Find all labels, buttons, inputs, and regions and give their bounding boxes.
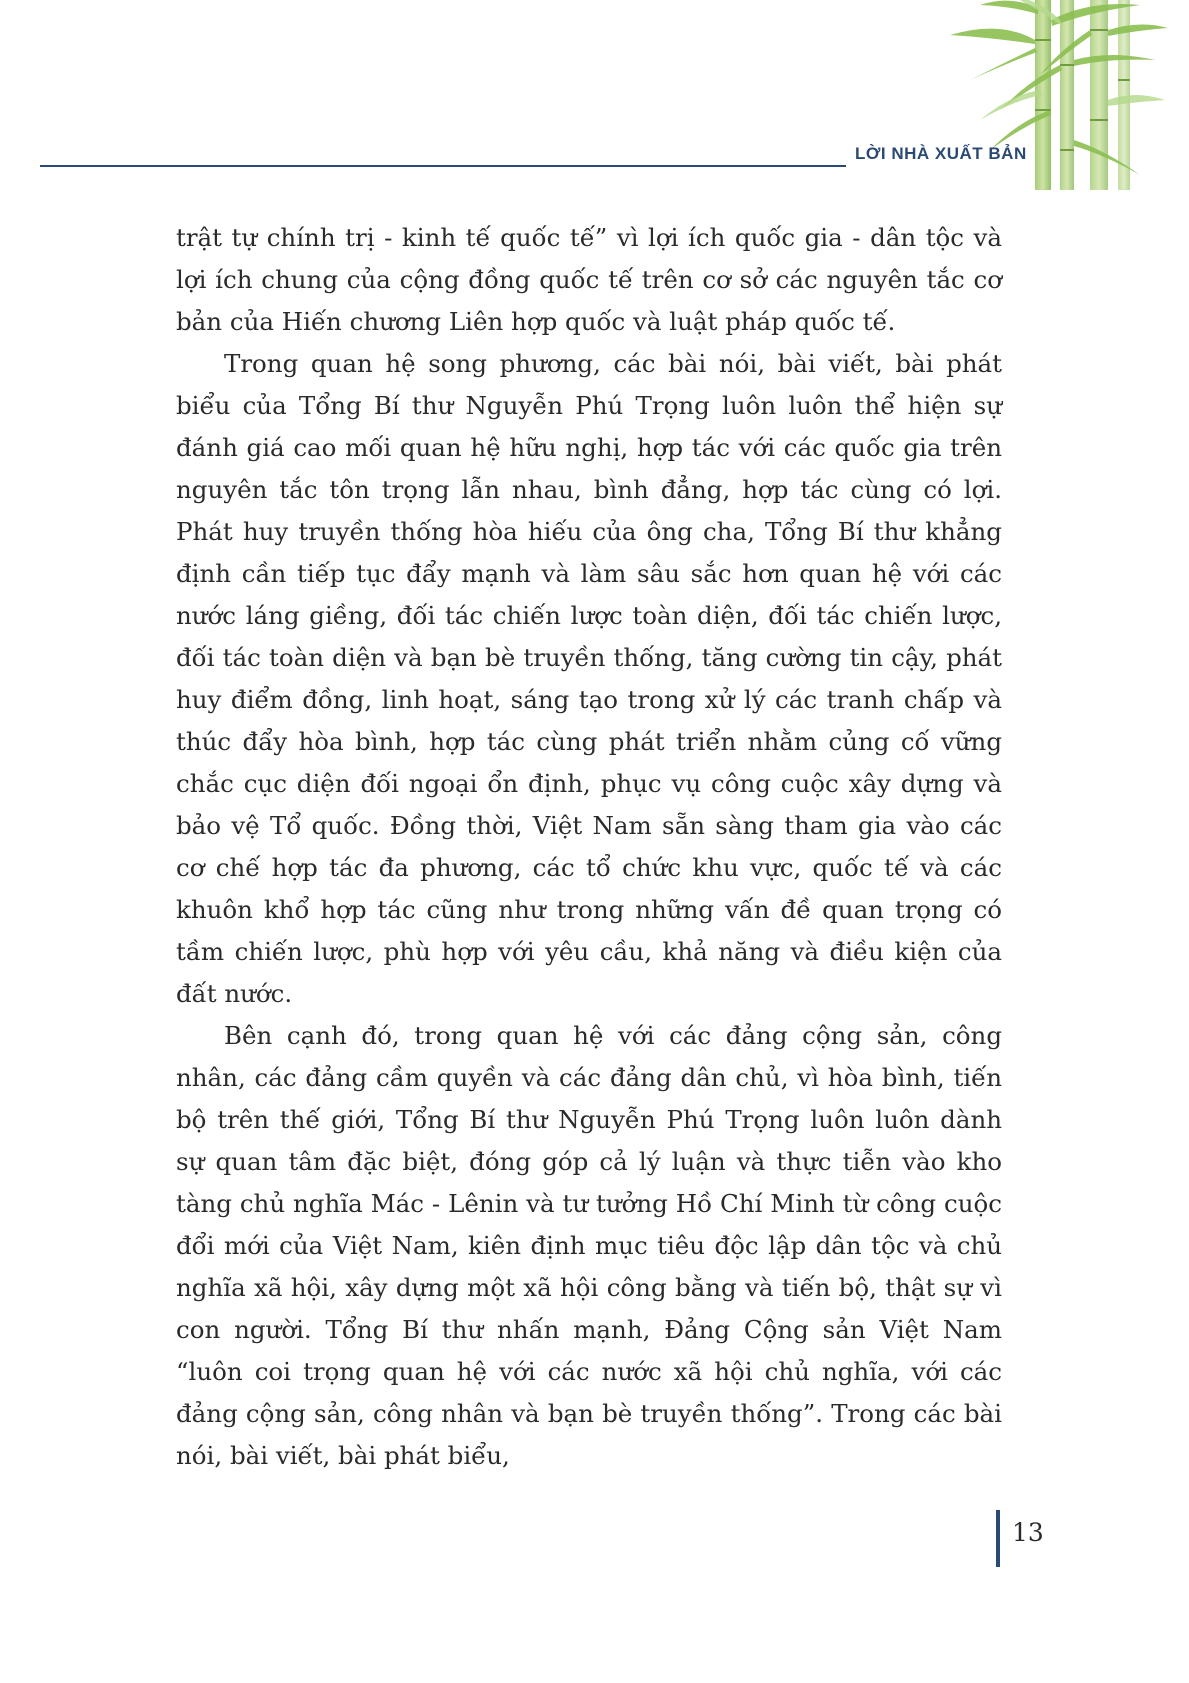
paragraph: trật tự chính trị - kinh tế quốc tế” vì lợi ích quốc gia - dân tộc và lợi ích chung của cộng đồng quốc tế trên cơ sở các nguyên tắc cơ bản của Hiến chương Liên hợp quốc và luật pháp quốc tế. bbox=[176, 223, 1002, 336]
page-number: 13 bbox=[1012, 1518, 1044, 1547]
paragraph: Bên cạnh đó, trong quan hệ với các đảng cộng sản, công nhân, các đảng cầm quyền và các đảng dân chủ, vì hòa bình, tiến bộ trên thế giới, Tổng Bí thư Nguyễn Phú Trọng luôn luôn dành sự quan tâm đặc biệt, đóng góp cả lý luận và thực tiễn vào kho tàng chủ nghĩa Mác - Lênin và tư tưởng Hồ Chí Minh từ công cuộc đổi mới của Việt Nam, kiên định mục tiêu độc lập dân tộc và chủ nghĩa xã hội, xây dựng một xã hội công bằng và tiến bộ, thật sự vì con người. Tổng Bí thư nhấn mạnh, Đảng Cộng sản Việt Nam “luôn coi trọng quan hệ với các nước xã hội chủ nghĩa, với các đảng cộng sản, công nhân và bạn bè truyền thống”. Trong các bài nói, bài viết, bài phát biểu, bbox=[176, 1021, 1002, 1470]
page-number-rule bbox=[996, 1510, 1000, 1567]
header-divider-line bbox=[40, 165, 846, 167]
section-header-title: LỜI NHÀ XUẤT BẢN bbox=[855, 144, 1027, 163]
paragraph: Trong quan hệ song phương, các bài nói, bài viết, bài phát biểu của Tổng Bí thư Nguyễn Phú Trọng luôn luôn thể hiện sự đánh giá cao mối quan hệ hữu nghị, hợp tác với các quốc gia trên nguyên tắc tôn trọng lẫn nhau, bình đẳng, hợp tác cùng có lợi. Phát huy truyền thống hòa hiếu của ông cha, Tổng Bí thư khẳng định cần tiếp tục đẩy mạnh và làm sâu sắc hơn quan hệ với các nước láng giềng, đối tác chiến lược toàn diện, đối tác chiến lược, đối tác toàn diện và bạn bè truyền thống, tăng cường tin cậy, phát huy điểm đồng, linh hoạt, sáng tạo trong xử lý các tranh chấp và thúc đẩy hòa bình, hợp tác cùng phát triển nhằm củng cố vững chắc cục diện đối ngoại ổn định, phục vụ công cuộc xây dựng và bảo vệ Tổ quốc. Đồng thời, Việt Nam sẵn sàng tham gia vào các cơ chế hợp tác đa phương, các tổ chức khu vực, quốc tế và các khuôn khổ hợp tác cũng như trong những vấn đề quan trọng có tầm chiến lược, phù hợp với yêu cầu, khả năng và điều kiện của đất nước. bbox=[176, 349, 1002, 1008]
body-text bbox=[176, 217, 1002, 1477]
